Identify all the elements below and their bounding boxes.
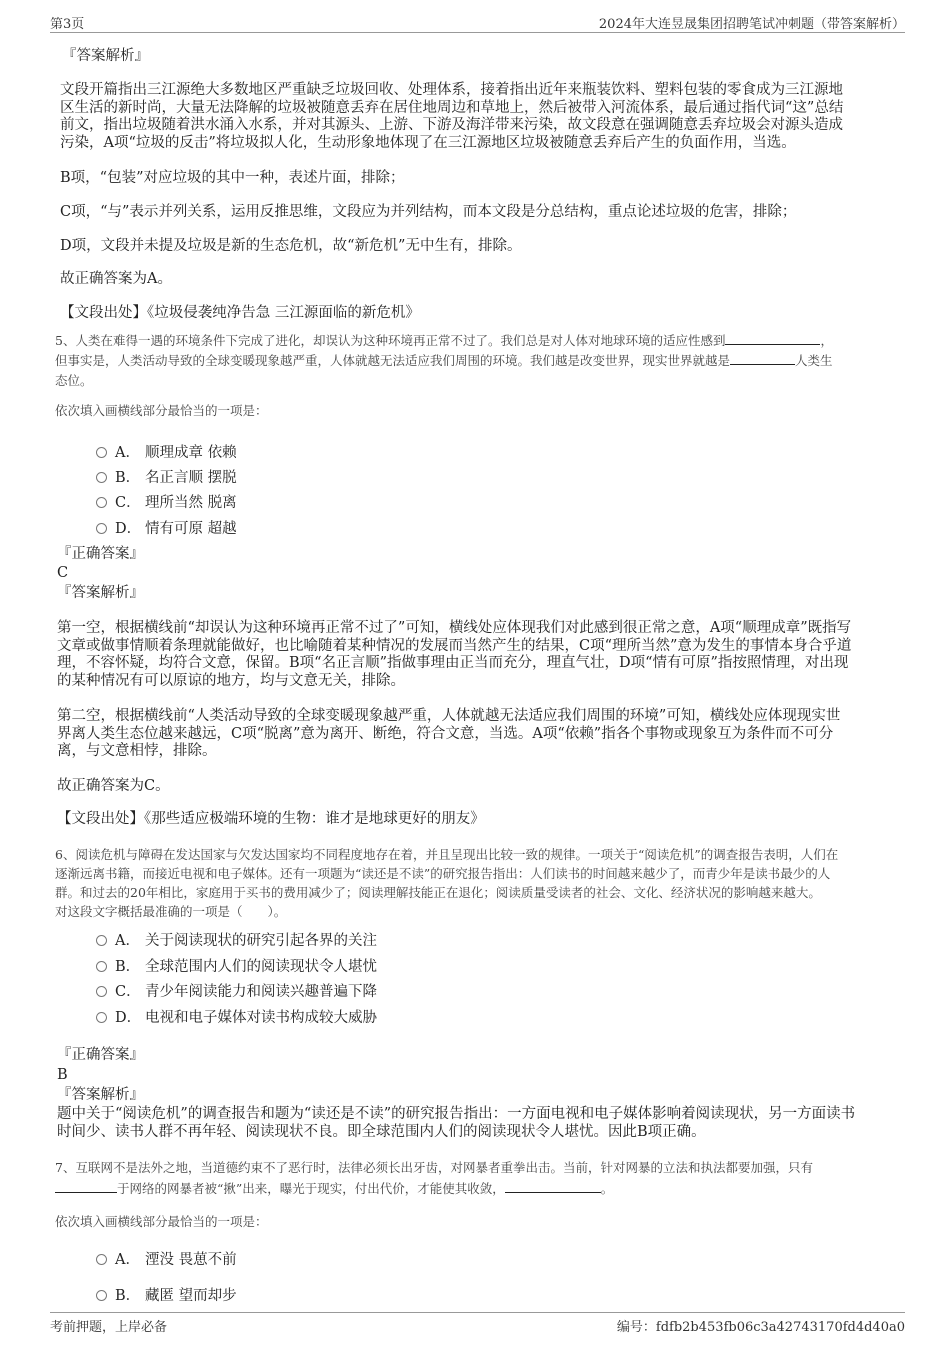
q4-option-b-analysis: B项，“包装”对应垃圾的其中一种，表述片面，排除； xyxy=(60,170,405,186)
q5-analysis-paragraph-1 xyxy=(57,620,851,690)
q5-option-d[interactable]: D． 情有可原 超越 xyxy=(96,517,237,538)
q5-option-c[interactable]: C． 理所当然 脱离 xyxy=(96,491,237,512)
q5-option-b[interactable]: B． 名正言顺 摆脱 xyxy=(96,466,237,487)
q4-source: 【文段出处】《垃圾侵袭纯净告急 三江源面临的新危机》 xyxy=(60,305,420,321)
q4-analysis-paragraph xyxy=(60,82,843,152)
radio-icon[interactable] xyxy=(96,472,107,483)
q5-conclusion: 故正确答案为C。 xyxy=(57,778,170,794)
q5-analysis-line: 第一空，根据横线前“却误认为这种环境再正常不过了”可知，横线处应体现我们对此感到很正常之意，A项“顺理成章”既指写 xyxy=(57,620,852,636)
q6-stem-line: 对这段文字概括最准确的一项是（ ）。 xyxy=(55,904,287,919)
radio-icon[interactable] xyxy=(96,1290,107,1301)
q6-stem-line: 群。和过去的20年相比，家庭用于买书的费用减少了；阅读理解技能正在退化；阅读质量受读者的社会、文化、经济状况的影响越来越大。 xyxy=(55,885,821,900)
q6-analysis-line: 时间少、读书人群不再年轻、阅读现状不良。即全球范围内人们的阅读现状令人堪忧。因此B项正确。 xyxy=(57,1123,706,1140)
q4-option-d-analysis: D项，文段并未提及垃圾是新的生态危机，故“新危机”无中生有，排除。 xyxy=(60,238,522,254)
answer-blank xyxy=(55,1180,117,1193)
answer-blank xyxy=(725,332,820,345)
q4-analysis-line: 前文，指出垃圾随着洪水涌入水系，并对其源头、上游、下游及海洋带来污染，故文段意在强调随意丢弃垃圾会对源头造成 xyxy=(60,117,843,133)
q5-analysis-line: 的某种情况有可以原谅的地方，均与文意无关，排除。 xyxy=(57,672,405,689)
radio-icon[interactable] xyxy=(96,497,107,508)
document-title: 2024年大连昱晟集团招聘笔试冲刺题（带答案解析） xyxy=(598,17,905,32)
q7-stem-line: 于网络的网暴者被“揪”出来，曝光于现实，付出代价，才能使其收敛， 。 xyxy=(55,1178,925,1199)
footer-slogan: 考前押题，上岸必备 xyxy=(50,1320,168,1335)
q6-answer: B xyxy=(57,1067,68,1083)
q5-stem-line: 态位。 xyxy=(55,373,93,388)
q4-analysis-line: 文段开篇指出三江源绝大多数地区严重缺乏垃圾回收、处理体系，接着指出近年来瓶装饮料、塑料包装的零食成为三江源地 xyxy=(60,82,843,98)
radio-icon[interactable] xyxy=(96,1012,107,1023)
q5-analysis-heading: 『答案解析』 xyxy=(57,585,144,601)
q6-stem-line: 逐渐远离书籍，而接近电视和电子媒体。还有一项题为“读还是不读”的研究报告指出：人们读书的时间越来越少了，而青少年是读书最少的人 xyxy=(55,866,831,881)
radio-icon[interactable] xyxy=(96,986,107,997)
page-header xyxy=(50,10,905,33)
q6-answer-heading: 『正确答案』 xyxy=(57,1047,144,1063)
q6-option-c[interactable]: C． 青少年阅读能力和阅读兴趣普遍下降 xyxy=(96,980,377,1001)
q5-analysis-paragraph-2 xyxy=(57,708,840,761)
radio-icon[interactable] xyxy=(96,961,107,972)
q6-analysis-paragraph xyxy=(57,1106,855,1141)
q7-prompt: 依次填入画横线部分最恰当的一项是： xyxy=(55,1214,268,1229)
q6-stem xyxy=(55,845,925,921)
q7-option-b[interactable]: B． 藏匿 望而却步 xyxy=(96,1284,237,1305)
q5-analysis-line: 第二空，根据横线前“人类活动导致的全球变暖现象越严重，人体就越无法适应我们周围的环境”可知，横线处应体现现实世 xyxy=(57,708,841,724)
q6-option-a[interactable]: A． 关于阅读现状的研究引起各界的关注 xyxy=(96,929,377,950)
q4-analysis-line: 区生活的新时尚，大量无法降解的垃圾被随意丢弃在居住地周边和草地上，然后被带入河流体系，最后通过指代词“这”总结 xyxy=(60,99,844,116)
q4-analysis-line: 污染，A项“垃圾的反击”将垃圾拟人化，生动形象地体现了在三江源地区垃圾被随意丢弃后产生的负面作用，当选。 xyxy=(60,134,796,151)
q5-analysis-line: 理，不容怀疑，均符合文意，保留。B项“名正言顺”指做事理由正当而充分，理直气壮，D项“情有可原”指按照情理，对出现 xyxy=(57,655,849,671)
q6-option-b[interactable]: B． 全球范围内人们的阅读现状令人堪忧 xyxy=(96,955,377,976)
q7-stem-line: 7、互联网不是法外之地，当道德约束不了恶行时，法律必须长出牙齿，对网暴者重拳出击。当前，针对网暴的立法和执法都要加强，只有 xyxy=(55,1160,813,1175)
q5-analysis-line: 文章或做事情顺着条理就能做好，也比喻随着某种情况的发展而当然产生的结果，C项“理所当然”意为发生的事情本身合乎道 xyxy=(57,637,852,654)
q7-stem xyxy=(55,1157,925,1199)
q5-answer: C xyxy=(57,565,69,581)
q6-stem-line: 6、阅读危机与障碍在发达国家与欠发达国家均不同程度地存在着，并且呈现出比较一致的规律。一项关于“阅读危机”的调查报告表明，人们在 xyxy=(55,847,839,862)
q5-stem xyxy=(55,331,915,391)
q7-option-a[interactable]: A． 湮没 畏葸不前 xyxy=(96,1248,237,1269)
answer-blank xyxy=(730,352,795,365)
page-number: 第3页 xyxy=(50,17,85,32)
q4-conclusion: 故正确答案为A。 xyxy=(60,271,172,287)
q4-analysis-heading: 『答案解析』 xyxy=(62,48,149,64)
radio-icon[interactable] xyxy=(96,523,107,534)
q6-analysis-line: 题中关于“阅读危机”的调查报告和题为“读还是不读”的研究报告指出：一方面电视和电子媒体影响着阅读现状，另一方面读书 xyxy=(57,1106,856,1122)
radio-icon[interactable] xyxy=(96,447,107,458)
q4-option-c-analysis: C项，“与”表示并列关系，运用反推思维，文段应为并列结构，而本文段是分总结构，重点论述垃圾的危害，排除； xyxy=(60,204,797,220)
q5-analysis-line: 界离人类生态位越来越远，C项“脱离”意为离开、断绝，符合文意，当选。A项“依赖”指各个事物或现象互为条件而不可分 xyxy=(57,725,834,742)
document-code: 编号：fdfb2b453fb06c3a42743170fd4d40a0 xyxy=(616,1320,905,1335)
radio-icon[interactable] xyxy=(96,935,107,946)
answer-blank xyxy=(505,1180,601,1193)
q6-option-d[interactable]: D． 电视和电子媒体对读书构成较大威胁 xyxy=(96,1006,377,1027)
q5-source: 【文段出处】《那些适应极端环境的生物：谁才是地球更好的朋友》 xyxy=(57,811,485,827)
radio-icon[interactable] xyxy=(96,1254,107,1265)
q5-option-a[interactable]: A． 顺理成章 依赖 xyxy=(96,441,237,462)
q5-prompt: 依次填入画横线部分最恰当的一项是： xyxy=(55,403,268,418)
q5-stem-line: 但事实是，人类活动导致的全球变暖现象越严重，人体就越无法适应我们周围的环境。我们越是改变世界，现实世界就越是 人类生 xyxy=(55,353,833,368)
q6-analysis-heading: 『答案解析』 xyxy=(57,1087,144,1103)
q5-answer-heading: 『正确答案』 xyxy=(57,546,144,562)
q5-analysis-line: 离，与文意相悖，排除。 xyxy=(57,743,217,759)
q5-stem-line: 5、人类在难得一遇的环境条件下完成了进化，却误认为这种环境再正常不过了。我们总是对人体对地球环境的适应性感到 ， xyxy=(55,333,833,348)
page-footer xyxy=(50,1312,905,1335)
